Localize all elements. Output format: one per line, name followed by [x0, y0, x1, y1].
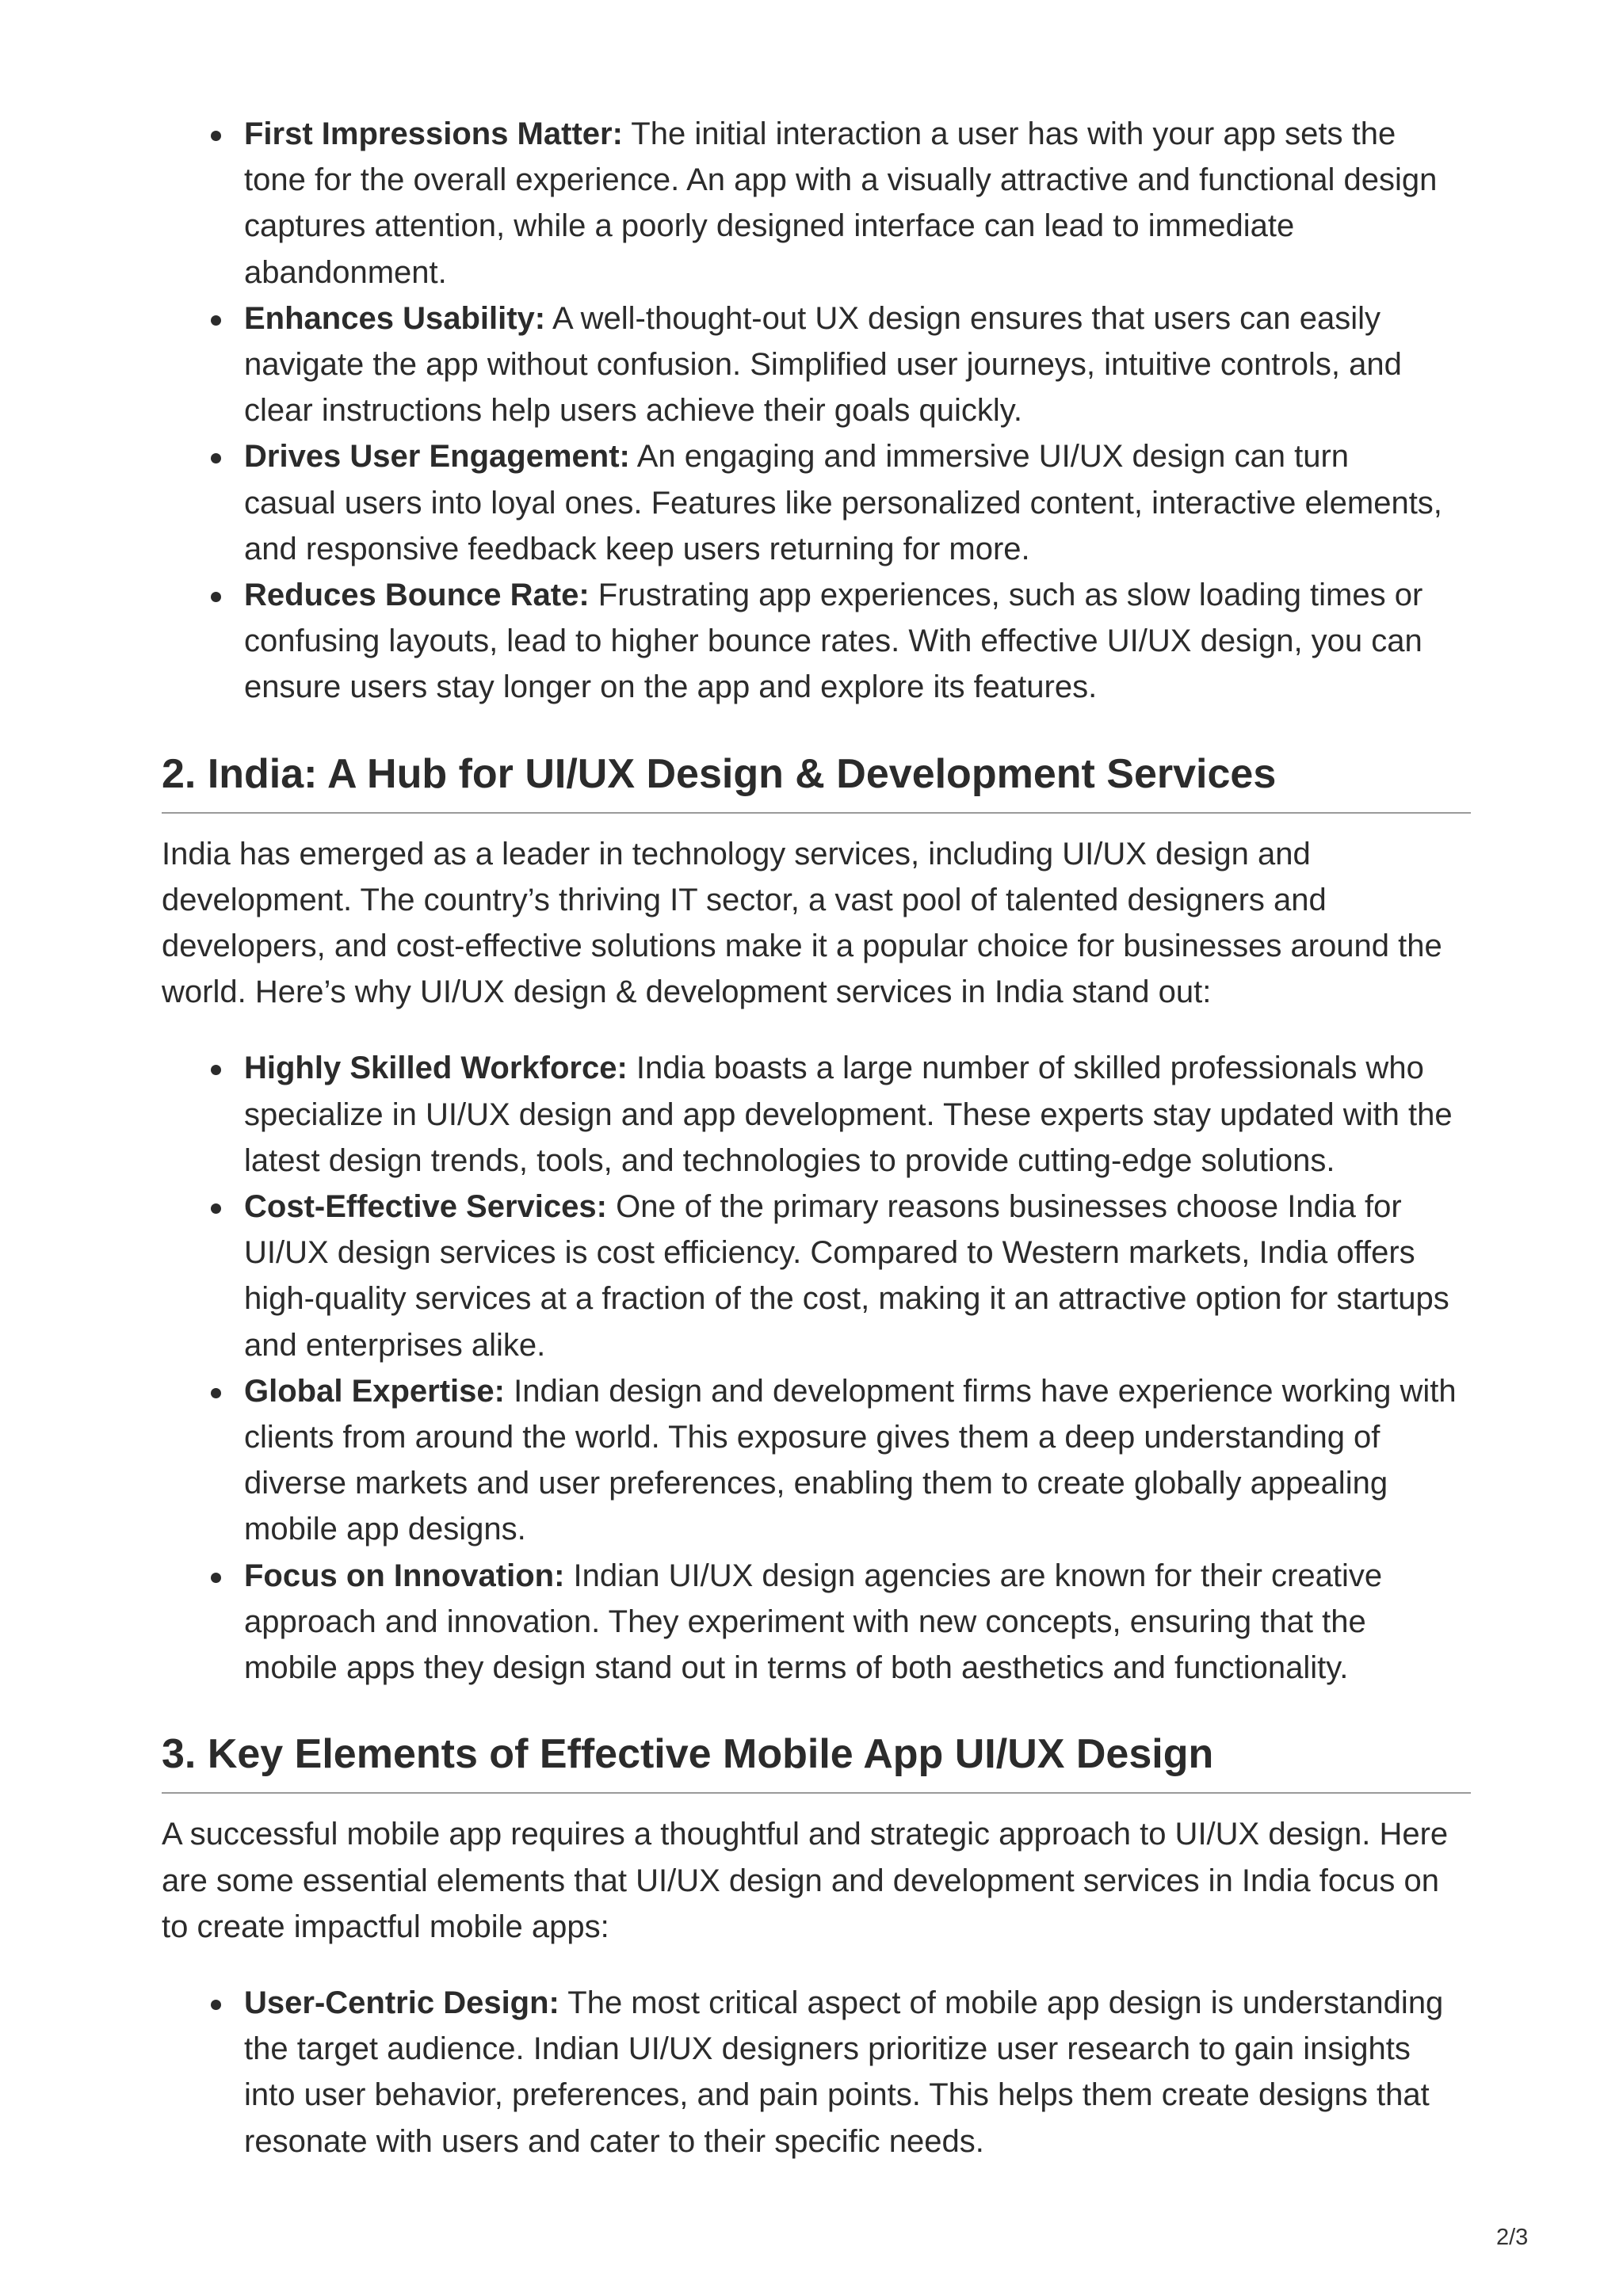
- page-number: 2/3: [1496, 2225, 1529, 2250]
- list-item-term: Enhances Usability:: [244, 300, 546, 336]
- list-item-text: Frustrating app experiences, such as slow loading times or confusing layouts, lead to higher bounce rates. With effective UI/UX design, you can ensure users stay longer on the app and explore its features.: [244, 578, 1423, 705]
- list-item-text: Indian UI/UX design agencies are known for their creative approach and innovation. They experiment with new concepts, ensuring that the mobile apps they design stand out in terms of both aesthetics and functionality.: [244, 1558, 1383, 1686]
- list-item-term: Cost-Effective Services:: [244, 1189, 607, 1225]
- list-item-text: One of the primary reasons businesses choose India for UI/UX design services is cost efficiency. Compared to Western markets, India offers high-quality services at a fraction of the cost, making it an attractive option for startups and enterprises alike.: [244, 1189, 1449, 1363]
- list-item-term: Reduces Bounce Rate:: [244, 578, 590, 613]
- list-item: [244, 1184, 1461, 1368]
- list-item-text: India boasts a large number of skilled professionals who specialize in UI/UX design and app development. These experts stay updated with the latest design trends, tools, and technologies to provide cutting-edge solutions.: [244, 1051, 1453, 1178]
- key-elements-bullet-list: [162, 1980, 1471, 2164]
- list-item-term: Focus on Innovation:: [244, 1558, 565, 1593]
- list-item: [244, 111, 1449, 296]
- list-item-term: First Impressions Matter:: [244, 116, 623, 151]
- list-item-text: The initial interaction a user has with your app sets the tone for the overall experience. An app with a visually attractive and functional design captures attention, while a poorly designed interface can lead to immediate abandonment.: [244, 116, 1438, 290]
- intro-bullet-list: [162, 111, 1471, 711]
- list-item-term: Drives User Engagement:: [244, 439, 630, 475]
- list-item-text: An engaging and immersive UI/UX design can turn casual users into loyal ones. Features like personalized content, interactive elements, and responsive feedback keep users returning for more.: [244, 439, 1442, 566]
- list-item-term: User-Centric Design:: [244, 1985, 559, 2020]
- india-hub-bullet-list: [162, 1045, 1471, 1691]
- section-paragraph-key-elements: A successful mobile app requires a thoughtful and strategic approach to UI/UX design. Here are some essential elements that UI/UX design and development services in India focus on to create impactful mobile apps:: [162, 1817, 1449, 1944]
- list-item-term: Global Expertise:: [244, 1373, 505, 1409]
- list-item: [244, 433, 1449, 572]
- list-item: [244, 1980, 1449, 2164]
- list-item-text: A well-thought-out UX design ensures that users can easily navigate the app without confusion. Simplified user journeys, intuitive controls, and clear instructions help users achieve their goals quickly.: [244, 300, 1402, 429]
- section-paragraph-india-hub: India has emerged as a leader in technology services, including UI/UX design and development. The country’s thriving IT sector, a vast pool of talented designers and developers, and cost-effective solutions make it a popular choice for businesses around the world. Here’s why UI/UX design & development services in India stand out:: [162, 836, 1442, 1010]
- list-item: [244, 1368, 1471, 1553]
- list-item-text: The most critical aspect of mobile app design is understanding the target audience. Indian UI/UX designers prioritize user research to gain insights into user behavior, preferences, and pain points. This helps them create designs that resonate with users and cater to their specific needs.: [244, 1985, 1444, 2159]
- list-item: [244, 572, 1471, 711]
- section-heading-india-hub: 2. India: A Hub for UI/UX Design & Development Services: [162, 747, 1471, 814]
- list-item: [244, 1553, 1441, 1691]
- section-heading-key-elements: 3. Key Elements of Effective Mobile App UI/UX Design: [162, 1727, 1471, 1794]
- document-page: [162, 111, 1471, 2164]
- list-item: [244, 296, 1457, 434]
- list-item-text: Indian design and development firms have experience working with clients from around the world. This exposure gives them a deep understanding of diverse markets and user preferences, enabling them to create globally appealing mobile app designs.: [244, 1373, 1457, 1547]
- list-item: [244, 1045, 1471, 1184]
- list-item-term: Highly Skilled Workforce:: [244, 1051, 628, 1086]
